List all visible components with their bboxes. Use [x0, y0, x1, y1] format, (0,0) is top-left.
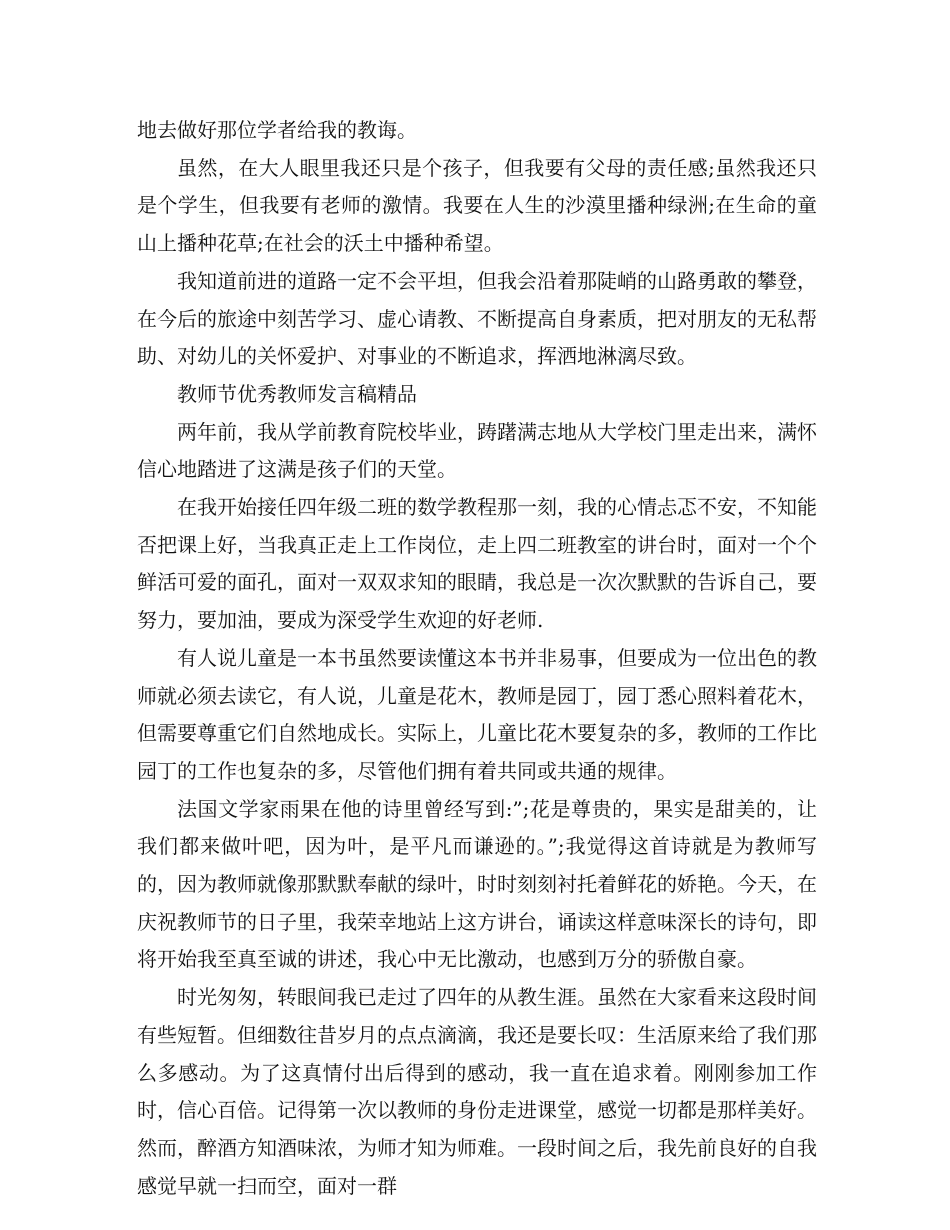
paragraph-3: 我知道前进的道路一定不会平坦，但我会沿着那陡峭的山路勇敢的攀登，在今后的旅途中刻苦学习、虚心请教、不断提高自身素质，把对朋友的无私帮助、对幼儿的关怀爱护、对事业的不断追求，挥洒地淋漓尽致。 [137, 268, 817, 369]
document-body [137, 112, 817, 1205]
paragraph-5: 两年前，我从学前教育院校毕业，踌躇满志地从大学校门里走出来，满怀信心地踏进了这满是孩子们的天堂。 [137, 419, 817, 482]
paragraph-2: 虽然，在大人眼里我还只是个孩子，但我要有父母的责任感;虽然我还只是个学生，但我要有老师的激情。我要在人生的沙漠里播种绿洲;在生命的童山上播种花草;在社会的沃土中播种希望。 [137, 155, 817, 256]
paragraph-7: 有人说儿童是一本书虽然要读懂这本书并非易事，但要成为一位出色的教师就必须去读它，有人说，儿童是花木，教师是园丁，园丁悉心照料着花木，但需要尊重它们自然地成长。实际上，儿童比花木要复杂的多，教师的工作比园丁的工作也复杂的多，尽管他们拥有着共同或共通的规律。 [137, 645, 817, 783]
paragraph-6: 在我开始接任四年级二班的数学教程那一刻，我的心情忐忑不安，不知能否把课上好，当我真正走上工作岗位，走上四二班教室的讲台时，面对一个个鲜活可爱的面孔，面对一双双求知的眼睛，我总是一次次默默的告诉自己，要努力，要加油，要成为深受学生欢迎的好老师. [137, 495, 817, 633]
section-heading: 教师节优秀教师发言稿精品 [177, 381, 417, 406]
paragraph-9: 时光匆匆，转眼间我已走过了四年的从教生涯。虽然在大家看来这段时间有些短暂。但细数往昔岁月的点点滴滴，我还是要长叹：生活原来给了我们那么多感动。为了这真情付出后得到的感动，我一直在追求着。刚刚参加工作时，信心百倍。记得第一次以教师的身份走进课堂，感觉一切都是那样美好。然而，醉酒方知酒味浓，为师才知为师难。一段时间之后，我先前良好的自我感觉早就一扫而空，面对一群 [137, 985, 817, 1198]
paragraph-1: 地去做好那位学者给我的教诲。 [137, 118, 417, 142]
paragraph-8: 法国文学家雨果在他的诗里曾经写到:”;花是尊贵的，果实是甜美的，让我们都来做叶吧，因为叶，是平凡而谦逊的。”;我觉得这首诗就是为教师写的，因为教师就像那默默奉献的绿叶，时时刻刻衬托着鲜花的娇艳。今天，在庆祝教师节的日子里，我荣幸地站上这方讲台，诵读这样意味深长的诗句，即将开始我至真至诚的讲述，我心中无比激动，也感到万分的骄傲自豪。 [137, 796, 817, 972]
